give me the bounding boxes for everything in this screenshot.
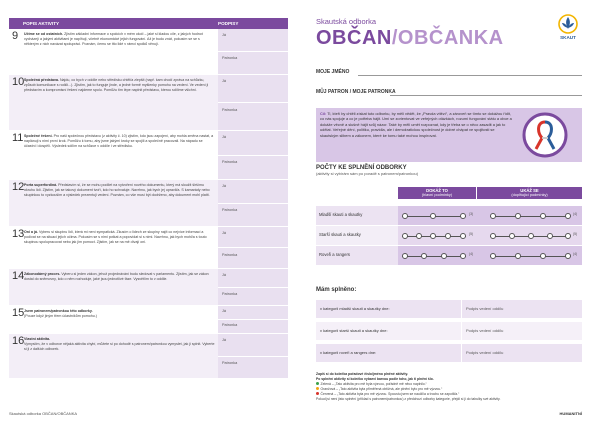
count-row-label: Roveři a rangers (316, 246, 398, 265)
done-count: (4) (469, 252, 474, 256)
activity-circle[interactable] (402, 233, 408, 239)
done-category: v kategorii starší skauti a skautky dne: (316, 322, 462, 340)
activity-circle[interactable] (515, 213, 521, 219)
activity-number: 12 (12, 181, 25, 193)
goal-box (316, 108, 582, 162)
activity-circle[interactable] (490, 213, 496, 219)
activity-row-12 (9, 180, 288, 226)
signature-cell[interactable] (218, 334, 288, 378)
done-count: (5) (469, 232, 474, 236)
done-category: v kategorii mladší skauti a skautky dne: (316, 300, 462, 318)
activity-circle[interactable] (460, 233, 466, 239)
sig-label-me: Já (222, 184, 227, 188)
activity-circle[interactable] (416, 233, 422, 239)
col-activities: POPIS AKTIVITY (23, 20, 60, 26)
green-dot-icon (316, 382, 319, 385)
activity-title: Oni a já. (24, 230, 38, 234)
show-count: (4) (573, 252, 578, 256)
signature-cell[interactable] (218, 306, 288, 333)
activity-title: Společné řešení. (24, 134, 53, 138)
counts-subtitle: (aktivity si vybírám sám po poradě s patronem/patronkou) (316, 171, 419, 176)
activity-title: Jsem patronem/patronkou této odborky. (24, 309, 93, 313)
sig-label-me: Já (222, 309, 227, 313)
signature-cell[interactable] (218, 227, 288, 268)
sig-label-me: Já (222, 79, 227, 83)
sig-label-patron: Patronka (222, 292, 238, 296)
name-field[interactable] (358, 75, 582, 76)
legend-red: Červená – „Tato aktivita byla pro mě výzvou. Spoustu jsem se naučil/a a trochu se zapotil/a.“ (316, 392, 584, 397)
done-category: v kategorii roveři a rangers dne: (316, 344, 462, 362)
activity-row-11 (9, 131, 288, 179)
activity-circle[interactable] (547, 233, 553, 239)
activity-circle[interactable] (490, 253, 496, 259)
red-dot-icon (316, 392, 319, 395)
activity-circle[interactable] (421, 253, 427, 259)
notes-tail: Pokud jsi není jisto splnění (příklad s patronem/patronkou) z předchozí odborky kategorie, přejdi si ji do tabulky své aktivity. (316, 396, 501, 401)
activity-circle[interactable] (402, 253, 408, 259)
activity-text: Představím si, že se mohu podílet na vytvoření nového dokumentu, který má sloužit širšímu okruhu lidí. Zjistím, jak se takový dokument tvoří, kdo ho schvaluje. Navrhnu, jak bych jej upravil/a. S kamarády nebo skupinkou to vyzkouším a výsledek prezentuji vedení. Poznám, co vše musí být dodrženo, aby dokument mohl platit. (24, 183, 210, 197)
count-row-label: Starší skauti a skautky (316, 226, 398, 245)
done-row-rovers[interactable] (316, 344, 582, 362)
sig-label-patron: Patronka (222, 253, 238, 257)
skaut-logo (554, 14, 582, 44)
activities-table-header (9, 18, 288, 29)
activity-title: Učíme se od ostatních. (24, 32, 64, 36)
activity-title: Porta superfordiná. (24, 183, 58, 187)
done-title: Mám splněno: (316, 287, 357, 293)
activity-number: 15 (12, 307, 25, 319)
notes-head: Zapiš si do kolečka pořadové číslo/jméno plněné aktivity. (316, 372, 409, 376)
activity-number: 16 (12, 335, 25, 347)
logo-text: SKAUT (560, 35, 576, 40)
activity-circle[interactable] (565, 213, 571, 219)
right-page (300, 0, 600, 426)
done-signature: Podpis vedení oddílu (466, 350, 504, 355)
sig-label-patron: Patronka (222, 361, 238, 365)
done-row-older[interactable] (316, 322, 582, 340)
goal-label: Cíl: (320, 111, 327, 116)
sig-label-me: Já (222, 135, 227, 139)
activity-title: Zákonodárný proces. (24, 272, 61, 276)
activity-circle[interactable] (460, 253, 466, 259)
count-row-rovers (316, 246, 582, 265)
activity-circle[interactable] (540, 253, 546, 259)
activity-circle[interactable] (490, 233, 496, 239)
counts-title: POČTY KE SPLNĚNÍ ODBORKY (316, 165, 407, 171)
signature-cell[interactable] (218, 75, 288, 130)
signature-cell[interactable] (218, 29, 288, 74)
activity-row-15 (9, 306, 288, 333)
activity-circle[interactable] (445, 233, 451, 239)
activity-circle[interactable] (540, 213, 546, 219)
done-count: (3) (469, 212, 474, 216)
activity-circle[interactable] (509, 233, 515, 239)
sig-label-patron: Patronka (222, 208, 238, 212)
activity-circle[interactable] (430, 233, 436, 239)
patron-field[interactable] (390, 95, 582, 96)
sig-label-me: Já (222, 231, 227, 235)
activity-text: Pro naši společnou představu (z aktivity č. 10) zjistím, kdo jsou zapojení, aby mohla změna nastat, a naplánuji s nimi první krok. Pomůžu k tomu, aby jsme jakými kroky se spojili a společně pracovali. Na nápadu se účastní i dospělí. Výsledek sdílím na schůzce v oddíle i ve středisku. (24, 134, 214, 148)
activity-number: 10 (12, 76, 25, 88)
activity-circle[interactable] (515, 253, 521, 259)
done-signature: Podpis vedení oddílu (466, 328, 504, 333)
notes-sub: Po splnění aktivity si kolečko vybarvi barvou podle toho, jak ti plnění šlo. (316, 376, 434, 381)
activity-text: Vymyslím, že v odborce nějaká aktivita chybí, můžete si po dohodě s patronem/patronkou vymyslet, jak ji splnit. Vyberte si ji z dalších odborek. (24, 341, 215, 351)
activity-circle[interactable] (528, 233, 534, 239)
left-footer: Skautská odborka OBČAN/OBČANKA (9, 411, 78, 416)
activity-circle[interactable] (402, 213, 408, 219)
sig-label-patron: Patronka (222, 108, 238, 112)
done-row-younger[interactable] (316, 300, 582, 318)
signature-cell[interactable] (218, 180, 288, 226)
legend-green: Zelená – „Tato aktivita pro mě byla výzvou, pořádně mě něco naplnilo.“ (316, 382, 584, 387)
right-footer: HUMANITNÍ (559, 411, 582, 416)
activity-circle[interactable] (430, 213, 436, 219)
notes (316, 372, 584, 402)
activity-circle[interactable] (565, 253, 571, 259)
count-row-older (316, 226, 582, 245)
page-title: OBČAN/OBČANKA (316, 27, 504, 49)
activity-row-13 (9, 227, 288, 268)
sig-label-me: Já (222, 33, 227, 37)
activity-text: Zjistím základní informace o spolcích v mém okolí – jaké si kladou cíle, z jakých hodnot vycházejí a jakými aktivitami je naplňují, včetně ekonomické jejich fungování. Až je budu znát, pokusím se se s některým z nich navázat spolupráci. Poznám, čemu se tito lidé v rámci spolků věnují. (24, 32, 203, 46)
activity-circle[interactable] (565, 233, 571, 239)
lily-icon (558, 14, 578, 34)
goal-text: Ti, kteří by chtěli získat tuto odborku, by měli vědět, že „Pravda vítězí“, a zároveň se tímto se dokážou řídit, co nás spojuje a co je potřeba hájit. Umí se zorientovat ve veřejných otázkách, rozumí fungování státu a obce a dokáže věcně a slušně hájit svůj názor. Také by měli umět rozpoznat, kdy je třeba se o něco zasadit a jak to udělat. Veřejné dění, politiku, pravidla, ale i demokratickou společnost je dobré chápat ve spojitosti se skautským slibem a zákonem, které ke tomu také mohou inspirovat. (320, 111, 512, 138)
orange-dot-icon (316, 387, 319, 390)
sig-label-me: Já (222, 338, 227, 342)
name-label: MOJE JMÉNO (316, 69, 350, 75)
sig-label-patron: Patronka (222, 56, 238, 60)
activity-number: 14 (12, 270, 25, 282)
patron-label: MŮJ PATRON / MOJE PATRONKA (316, 89, 396, 95)
sig-label-me: Já (222, 273, 227, 277)
signature-cell[interactable] (218, 269, 288, 305)
activity-row-14 (9, 269, 288, 305)
sig-label-patron: Patronka (222, 160, 238, 164)
show-count: (4) (573, 212, 578, 216)
activity-circle[interactable] (441, 253, 447, 259)
activity-text: Vyberu si skupinu lidí, která mi není sympatická. Zkusím o lidech ze skupiny najít co nejvíce informací a podívat se na situaci jejich očima. Pokusím se s nimi potkat a popovídat si s nimi. Navrhnu, jak bych mohl/a s touto skupinou spolupracovat nebo jak jim pomoct. Zjistím, jak se na mě dívají oni. (24, 230, 207, 244)
activity-number: 13 (12, 228, 25, 240)
count-row-label: Mladší skauti a skautky (316, 206, 398, 225)
subtitle: Skautská odborka (316, 17, 377, 26)
activity-text: (Pouze když jiným třem účastníkům pomohu.) (24, 313, 97, 318)
activity-number: 9 (12, 30, 19, 42)
col-signature: PODPISY (218, 20, 239, 26)
col-done-header: DOKÁŽ TO (hlavní podmínky) (398, 187, 476, 199)
activity-title: Vlastní aktivita. (24, 337, 51, 341)
activity-row-16 (9, 334, 288, 378)
col-show-header: UKÁŽ SE (doplňující podmínky) (477, 187, 582, 199)
legend-orange: Oranžová – „Tato aktivita byla přiměřená obtížná, ale plnění bylo pro mě výzvou.“ (316, 387, 584, 392)
badge-ribbon-icon (522, 112, 568, 158)
activity-row-10 (9, 75, 288, 130)
activity-circle[interactable] (460, 213, 466, 219)
done-signature: Podpis vedení oddílu (466, 306, 504, 311)
count-row-younger (316, 206, 582, 225)
activity-row-9 (9, 29, 288, 74)
sig-label-patron: Patronka (222, 323, 238, 327)
left-page (0, 0, 290, 426)
activity-text: Vyberu si jeden zákon, jehož projednávání budu sledovat v parlamentu. Zjistím, jak se zákon dostal do sněmovny, kdo o něm rozhoduje, jaké jsou jednotlivé fáze. Vysvětlím to v oddíle. (24, 272, 209, 281)
activity-text: Najdu, co bych v oddíle nebo středisku chtěl/a zlepšit (např. kam chodí zpráva na schůzku, způsob komunikace s rodiči...). Zjistím, jak to funguje jinde, a jedné formě myšlenky pomohu na vedení. Ve vedení ji představím a kompromisní řešení najdeme spolu. Pomůžu tím lépe naplnit představu, kterou sdílíme všichni. (24, 78, 209, 92)
signature-cell[interactable] (218, 131, 288, 179)
activity-number: 11 (12, 132, 24, 144)
show-count: (5) (573, 232, 578, 236)
activity-title: Společná představa. (24, 78, 59, 82)
